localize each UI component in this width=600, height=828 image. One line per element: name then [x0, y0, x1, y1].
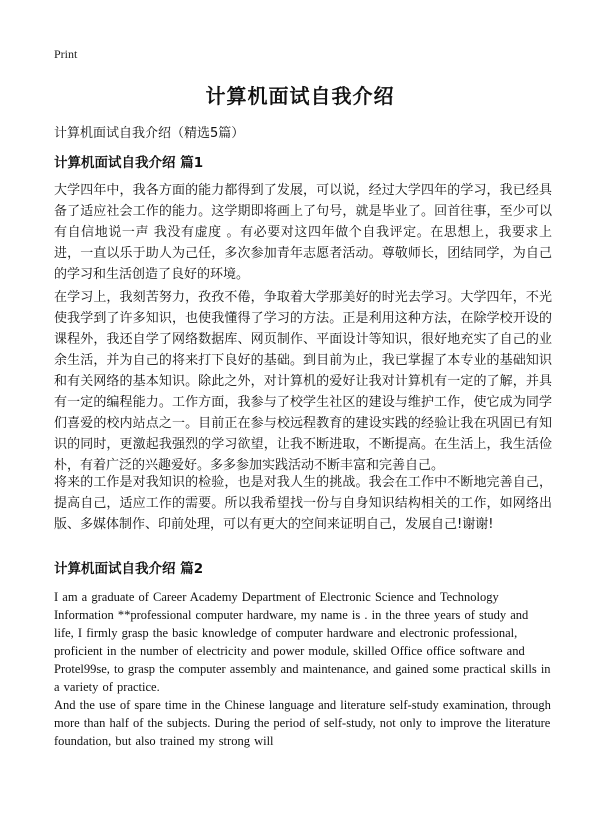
print-link[interactable]: Print: [54, 47, 78, 61]
section-heading-2: 计算机面试自我介绍 篇2: [54, 561, 204, 577]
section-1-paragraph-3: 将来的工作是对我知识的检验，也是对我人生的挑战。我会在工作中不断地完善自己，提高自己，适应工作的需要。所以我希望找一份与自身知识结构相关的工作，如网络出版、多媒体制作、印前处理，可以有更大的空间来证明自己，发展自己!谢谢!: [54, 475, 552, 532]
section-2-paragraph-1: I am a graduate of Career Academy Department of Electronic Science and Technology Information **professional computer hardware, my name is . in the three years of study and life, I firmly grasp the basic knowledge of computer hardware and electronic professional, proficient in the number of electricity and power module, skilled Office office software and Protel99se, to grasp the computer assembly and maintenance, and gained some practical skills in a variety of practice.: [54, 590, 551, 694]
section-heading-1: 计算机面试自我介绍 篇1: [54, 155, 204, 171]
section-2-paragraph-2: And the use of spare time in the Chinese language and literature self-study examination, through more than half of the subjects. During the period of self-study, not only to improve the literature foundation, but also trained my strong will: [54, 698, 551, 748]
document-subtitle: 计算机面试自我介绍（精选5篇）: [54, 126, 245, 141]
document-title: 计算机面试自我介绍: [205, 84, 395, 108]
section-1-paragraph-2: 在学习上，我刻苦努力，孜孜不倦，争取着大学那美好的时光去学习。大学四年，不光使我学到了许多知识，也使我懂得了学习的方法。正是利用这种方法，在除学校开设的课程外，我还自学了网络数据库、网页制作、平面设计等知识，很好地充实了自己的业余生活，并为自己的将来打下良好的基础。到目前为止，我已掌握了本专业的基础知识和有关网络的基本知识。除此之外，对计算机的爱好让我对计算机有一定的了解，并具有一定的编程能力。工作方面，我参与了校学生社区的建设与维护工作，使它成为同学们喜爱的校内站点之一。目前正在参与校远程教育的建设实践的经验让我在巩固已有知识的同时，更激起我强烈的学习欲望，让我不断进取，不断提高。在生活上，我生活俭朴，有着广泛的兴趣爱好。多多参加实践活动不断丰富和完善自己。: [54, 290, 552, 473]
section-1-paragraph-1: 大学四年中，我各方面的能力都得到了发展，可以说，经过大学四年的学习，我已经具备了适应社会工作的能力。这学期即将画上了句号，就是毕业了。回首往事，至少可以有自信地说一声 我没有虚度 。有必要对这四年做个自我评定。在思想上，我要求上进，一直以乐于助人为己任，多次参加青年志愿者活动。尊敬师长，团结同学，为自己的学习和生活创造了良好的环境。: [54, 183, 552, 282]
